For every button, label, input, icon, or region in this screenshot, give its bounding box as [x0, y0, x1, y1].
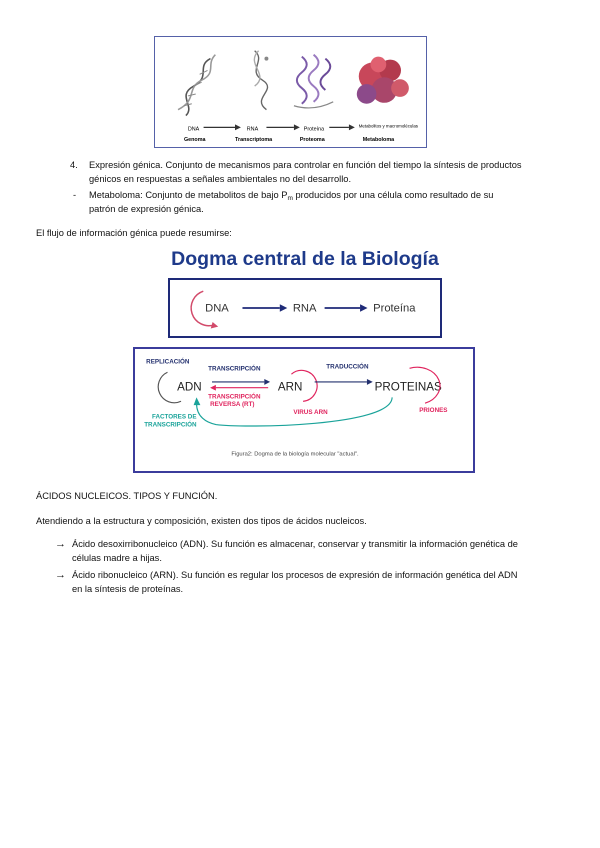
replication-arrowhead-icon [211, 322, 218, 329]
adn-label: ADN [177, 380, 202, 394]
bullet-arrow-icon: → [55, 538, 66, 550]
proteome-label: Proteoma [299, 137, 325, 144]
flow-intro: El flujo de información génica puede resumirse: [36, 228, 232, 238]
dogma-box [168, 278, 442, 338]
reversa-label-2: REVERSA (RT) [210, 401, 255, 409]
replicacion-label: REPLICACIÓN [146, 358, 190, 366]
virus-arn-label: VIRUS ARN [293, 408, 328, 416]
genome-label: Genoma [183, 137, 206, 144]
dogma-protein: Proteína [373, 302, 416, 315]
dna-rna-arrowhead-icon [280, 304, 287, 311]
reversa-arrowhead-icon [210, 385, 216, 391]
dna-label: DNA [187, 126, 200, 133]
metaboloma-line2: patrón de expresión génica. [89, 204, 204, 214]
metaboloma-subscript: m [287, 195, 293, 202]
factores-label-2: TRANSCRIPCIÓN [144, 421, 197, 429]
omics-illustration [155, 37, 426, 147]
bullet-arn-line1: Ácido ribonucleico (ARN). Su función es regular los procesos de expresión de información genética del ADN [72, 570, 518, 580]
dogma-dna: DNA [205, 302, 229, 315]
proteinas-label: PROTEINAS [374, 380, 442, 394]
dna-helix-icon [178, 55, 215, 116]
rna-label: RNA [246, 126, 259, 133]
dogma-actual-figure [133, 347, 475, 473]
dogma-rna: RNA [292, 302, 317, 315]
arn-label: ARN [277, 380, 303, 394]
dogma-figure [166, 248, 444, 342]
dogma-title: Dogma central de la Biología [171, 248, 439, 270]
transcripcion-label: TRANSCRIPCIÓN [208, 365, 261, 373]
dogma-diagram [170, 280, 440, 336]
metaboloma-text-a: Metaboloma: Conjunto de metabolitos de bajo P [89, 190, 288, 200]
bullet-arn-line2: en la síntesis de proteínas. [72, 584, 184, 594]
flow-arrows [204, 124, 355, 133]
rna-protein-arrowhead-icon [360, 304, 367, 311]
traduccion-arrowhead-icon [367, 379, 373, 385]
item4-line1: Expresión génica. Conjunto de mecanismos para controlar en función del tiempo la síntesis de productos [89, 160, 522, 170]
protein-label: Proteína [303, 126, 325, 133]
reversa-label-1: TRANSCRIPCIÓN [208, 393, 261, 401]
metabolome-label: Metaboloma [362, 137, 395, 144]
traduccion-label: TRADUCCIÓN [326, 363, 369, 371]
sub-item-dash: - [73, 190, 77, 200]
omics-figure [154, 36, 427, 148]
transcriptome-label: Transcriptoma [235, 137, 273, 144]
bullet-adn-line2: células madre a hijas. [72, 553, 162, 563]
factores-label-1: FACTORES DE [151, 413, 197, 421]
priones-label: PRIONES [419, 406, 448, 414]
metabolome-icon [357, 57, 409, 104]
bullet-adn-line1: Ácido desoxirribonucleico (ADN). Su función es almacenar, conservar y transmitir la información genética de [72, 539, 518, 549]
metabolites-label: Metabolitos y macromoléculas [358, 123, 419, 129]
bullet-arrow-icon: → [55, 569, 66, 581]
metaboloma-text-b: producidos por una célula como resultado de su [292, 190, 494, 200]
rna-strand-icon [254, 51, 268, 110]
item-number: 4. [70, 160, 78, 170]
transcripcion-arrowhead-icon [264, 379, 270, 385]
figure2-caption: Figura2: Dogma de la biología molecular "actual". [231, 451, 359, 458]
protein-structure-icon [294, 55, 333, 108]
section-intro: Atendiendo a la estructura y composición, existen dos tipos de ácidos nucleicos. [36, 516, 367, 526]
section-title: ÁCIDOS NUCLEICOS. TIPOS Y FUNCIÓN. [36, 491, 218, 501]
factores-arrowhead-icon [194, 397, 201, 405]
item4-line2: génicos en respuestas a señales ambientales no del desarrollo. [89, 174, 352, 184]
dogma-actual-diagram [135, 349, 473, 471]
